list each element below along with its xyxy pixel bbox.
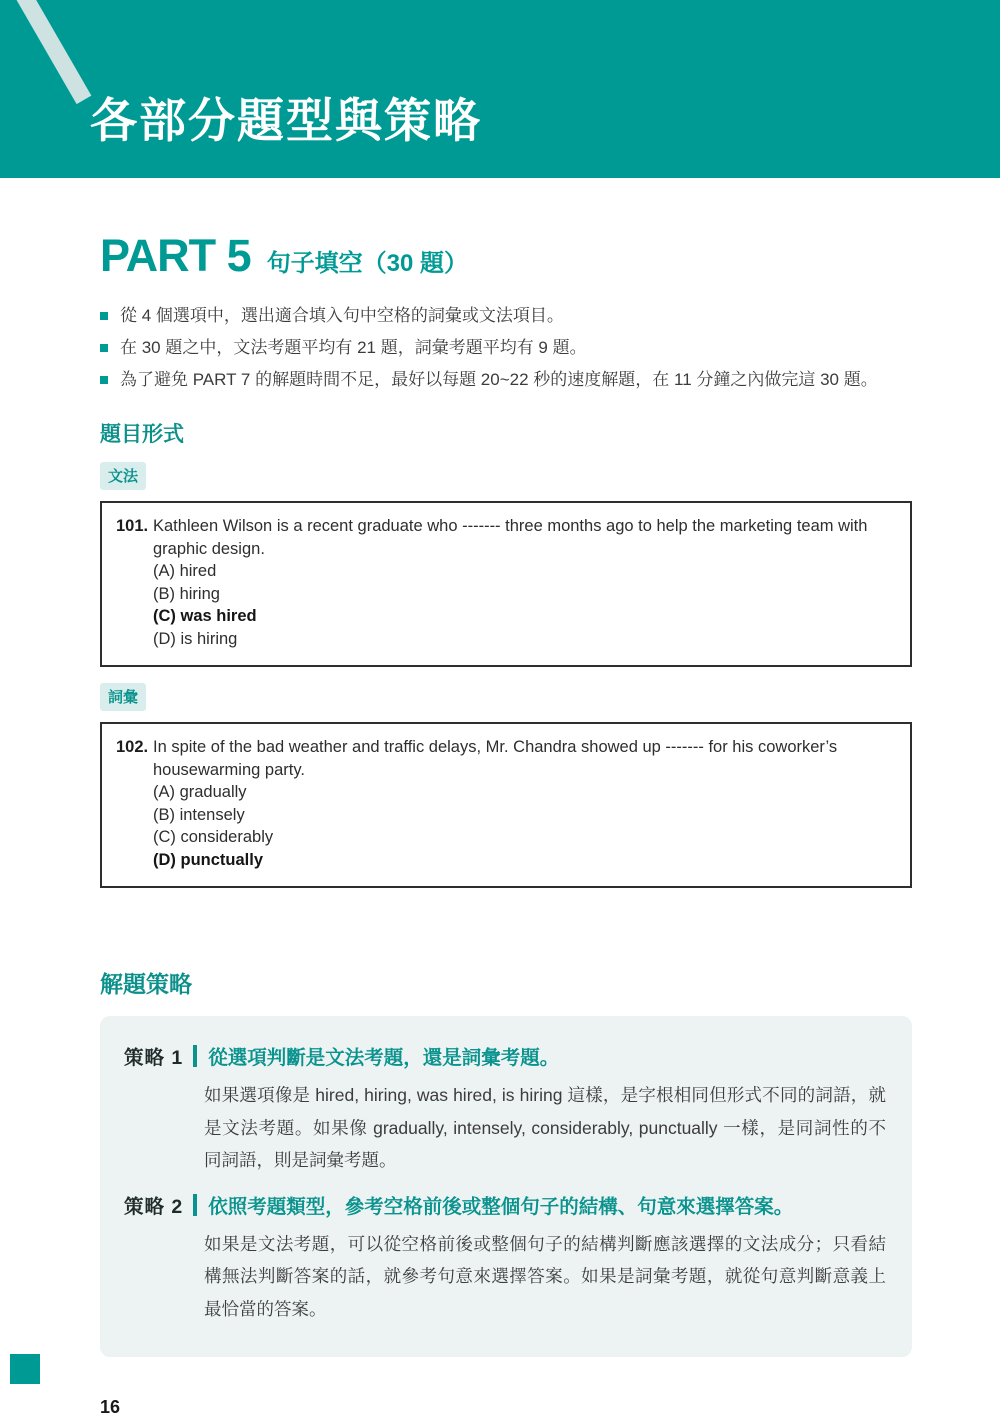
answer-option-a: (A) hired [153, 562, 217, 580]
square-bullet-icon [100, 312, 108, 320]
question-type-badge-grammar: 文法 [100, 462, 146, 490]
strategy-item-1 [112, 1042, 884, 1177]
question-body [153, 515, 894, 650]
part-label: PART 5 [100, 230, 251, 281]
strategy-head [112, 1191, 884, 1219]
strategy-head [112, 1042, 884, 1070]
answer-option-a: (A) gradually [153, 783, 247, 801]
page-title: 各部分題型與策略 [90, 94, 482, 147]
bullet-item [100, 364, 945, 396]
part-heading [100, 230, 945, 282]
answer-option-d: (D) punctually [153, 850, 263, 869]
question-group-vocabulary [100, 683, 945, 888]
strategy-title: 依照考題類型，參考空格前後或整個句子的結構、句意來選擇答案。 [208, 1195, 794, 1218]
page-content [0, 230, 1000, 1418]
bullet-text: 在 30 題之中，文法考題平均有 21 題，詞彙考題平均有 9 題。 [120, 338, 587, 357]
corner-square-decoration [10, 1354, 40, 1384]
question-group-grammar [100, 462, 945, 667]
section-heading-strategy: 解題策略 [100, 971, 192, 997]
answer-option-c: (C) was hired [153, 607, 257, 625]
strategy-label: 策略 2 [124, 1195, 184, 1218]
question-text: In spite of the bad weather and traffic delays, Mr. Chandra showed up ------- for his coworker’s housewarming party. [153, 738, 838, 779]
part-subtitle: 句子填空（30 題） [266, 250, 469, 277]
page-number: 16 [100, 1397, 121, 1417]
strategy-item-2 [112, 1191, 884, 1326]
question-row [116, 515, 894, 650]
answer-option-b: (B) hiring [153, 584, 220, 603]
question-box [100, 722, 912, 888]
answer-option-d: (D) is hiring [153, 629, 238, 648]
bullet-item [100, 300, 945, 332]
bullet-item [100, 332, 945, 364]
strategy-body: 如果是文法考題，可以從空格前後或整個句子的結構判斷應該選擇的文法成分；只看結構無法判斷答案的話，就參考句意來選擇答案。如果是詞彙考題，就從句意判斷意義上最恰當的答案。 [204, 1233, 886, 1319]
question-number: 101. [116, 517, 149, 535]
vertical-divider [193, 1045, 197, 1067]
question-box [100, 501, 912, 667]
strategy-label: 策略 1 [124, 1047, 184, 1069]
strategy-body: 如果選項像是 hired, hiring, was hired, is hiring 這樣，是字根相同但形式不同的詞語，就是文法考題。如果像 gradually, intensely, considerably, punctually 一樣，是同詞性的不同詞語，則是詞彙考題。 [204, 1085, 886, 1170]
answer-option-b: (B) intensely [153, 805, 245, 824]
square-bullet-icon [100, 376, 108, 384]
question-text: Kathleen Wilson is a recent graduate who ------- three months ago to help the marketing team with graphic design. [153, 517, 868, 558]
question-type-badge-vocabulary: 詞彙 [100, 683, 146, 711]
question-body [153, 736, 894, 871]
question-row [116, 736, 894, 871]
section-heading-question-format: 題目形式 [100, 423, 184, 446]
answer-option-c: (C) considerably [153, 828, 274, 846]
header-banner [0, 0, 1000, 178]
square-bullet-icon [100, 344, 108, 352]
question-number: 102. [116, 738, 149, 756]
diagonal-stripe-decoration [16, 0, 92, 104]
vertical-divider [193, 1194, 197, 1216]
strategy-title: 從選項判斷是文法考題，還是詞彙考題。 [208, 1047, 560, 1069]
bullet-list [100, 300, 945, 396]
bullet-text: 從 4 個選項中，選出適合填入句中空格的詞彙或文法項目。 [120, 306, 564, 325]
strategy-panel [100, 1016, 912, 1357]
bullet-text: 為了避免 PART 7 的解題時間不足，最好以每題 20~22 秒的速度解題，在 11 分鐘之內做完這 30 題。 [120, 370, 878, 389]
